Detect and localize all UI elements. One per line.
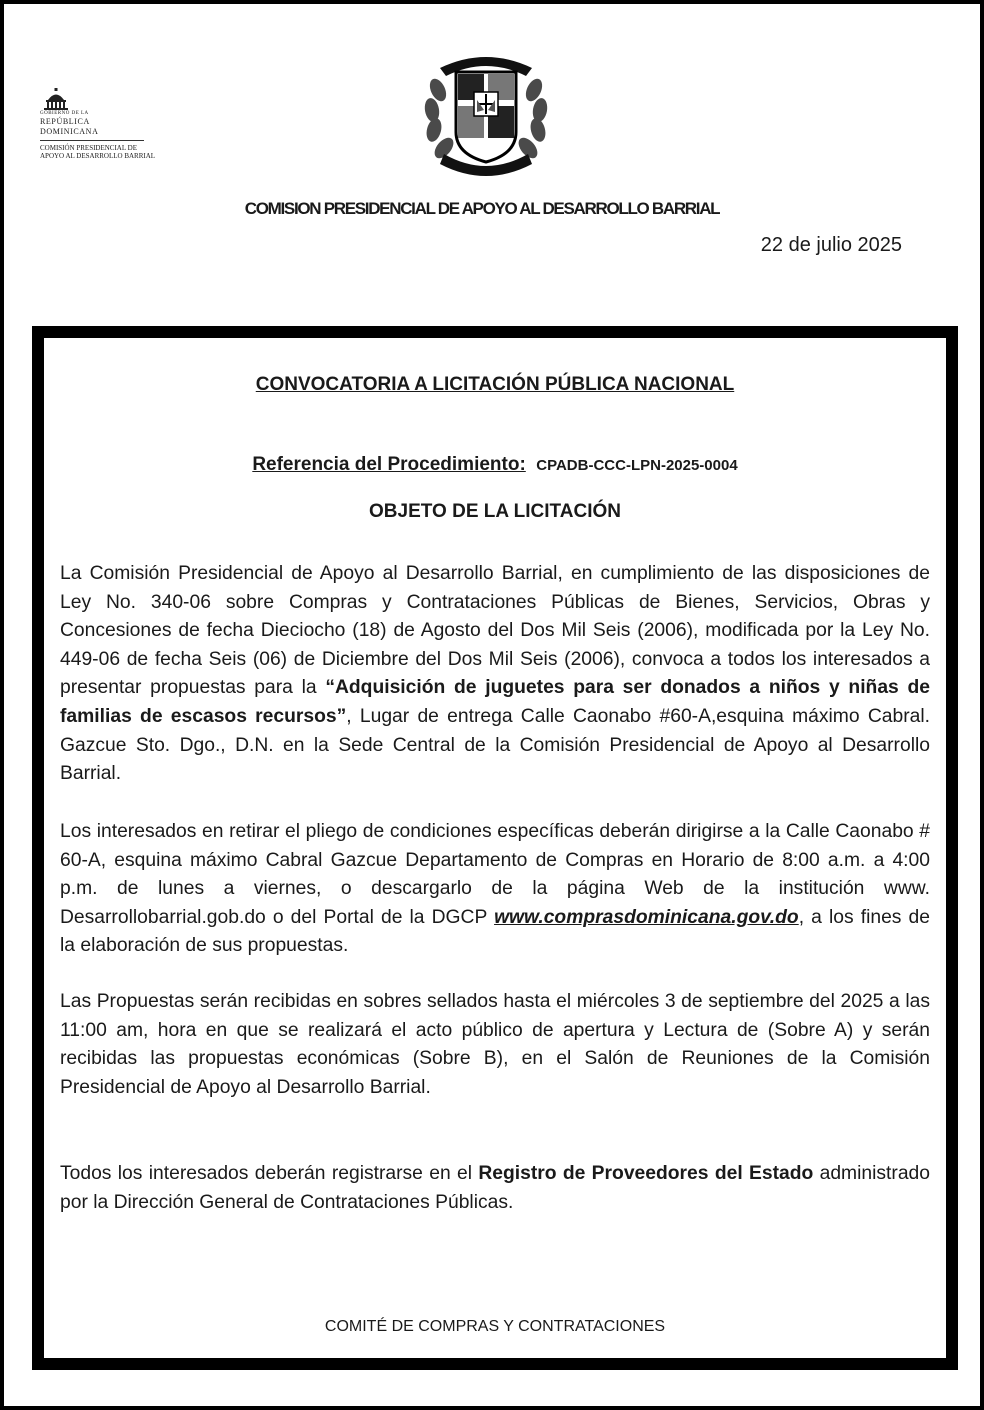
p2-text-before: Los interesados en retirar el pliego de condiciones específicas deberán dirigirse a la Calle Caonabo # 60-A, esquina máximo Cabral Gazcue Departamento de Compras en Horario de 8:00 a.m. a 4:00 p.m. de lunes a viernes, o descargarlo de la página Web de la institución www. Desarrollobarrial.gob.do o del Portal de la DGCP	[60, 821, 930, 928]
notice-date: 22 de julio 2025	[760, 234, 902, 256]
palace-dome-icon	[42, 88, 70, 110]
gov-logo-line4: APOYO AL DESARROLLO BARRIAL	[40, 152, 156, 160]
notice-box	[32, 326, 958, 1370]
paragraph-pliego	[60, 818, 930, 961]
p4-text-before: Todos los interesados deberán registrarse en el	[60, 1163, 479, 1184]
committee-footer: COMITÉ DE COMPRAS Y CONTRATACIONES	[324, 1318, 666, 1335]
government-logo	[40, 88, 180, 160]
gov-logo-line1: GOBIERNO DE LA	[40, 111, 89, 116]
coat-of-arms-icon	[422, 46, 550, 178]
gov-logo-line2: REPÚBLICA DOMINICANA	[40, 117, 144, 141]
p4-registry-bold: Registro de Proveedores del Estado	[478, 1163, 814, 1184]
paragraph-registro	[60, 1160, 930, 1217]
paragraph-propuestas: Las Propuestas serán recibidas en sobres sellados hasta el miércoles 3 de septiembre del 2025 a las 11:00 am, hora en que se realizará el acto público de apertura y Lectura de (Sobre A) y serán recibidas las propuestas económicas (Sobre B), en el Salón de Reuniones de la Comisión Presidencial de Apoyo al Desarrollo Barrial.	[60, 991, 930, 1098]
p1-text-after: , Lugar de entrega Calle Caonabo #60-A,esquina máximo Cabral. Gazcue Sto. Dgo., D.N. en la Sede Central de la Comisión Presidencial de Apoyo al Desarrollo Barrial.	[60, 705, 930, 785]
notice-title: CONVOCATORIA A LICITACIÓN PÚBLICA NACIONAL	[255, 374, 735, 395]
p1-text-before: La Comisión Presidencial de Apoyo al Desarrollo Barrial, en cumplimiento de las disposiciones de Ley No. 340-06 sobre Compras y Contrataciones Públicas de Bienes, Servicios, Obras y Concesiones de fecha Dieciocho (18) de Agosto del Dos Mil Seis (2006), modificada por la Ley No. 449-06 de fecha Seis (06) de Diciembre del Dos Mil Seis (2006), convoca a todos los interesados a presentar propuestas para la	[60, 563, 930, 699]
gov-logo-line3: COMISIÓN PRESIDENCIAL DE	[40, 144, 137, 152]
reference-label: Referencia del Procedimiento:	[252, 454, 526, 475]
p2-text-after: , a los fines de la elaboración de sus propuestas.	[60, 906, 930, 957]
organization-title: COMISION PRESIDENCIAL DE APOYO AL DESARROLLO BARRIAL	[244, 199, 720, 218]
reference-value: CPADB-CCC-LPN-2025-0004	[536, 457, 738, 474]
objeto-heading: OBJETO DE LA LICITACIÓN	[369, 501, 621, 522]
p1-object-bold: “Adquisición de juguetes para ser donados a niños y niñas de familias de escasos recursos”	[60, 677, 930, 727]
p4-text-after: administrado por la Dirección General de Contrataciones Públicas.	[60, 1163, 930, 1213]
dgcp-portal-link[interactable]: www.comprasdominicana.gov.do	[494, 906, 799, 928]
procedure-reference	[60, 454, 930, 476]
paragraph-convocatoria	[60, 560, 930, 789]
